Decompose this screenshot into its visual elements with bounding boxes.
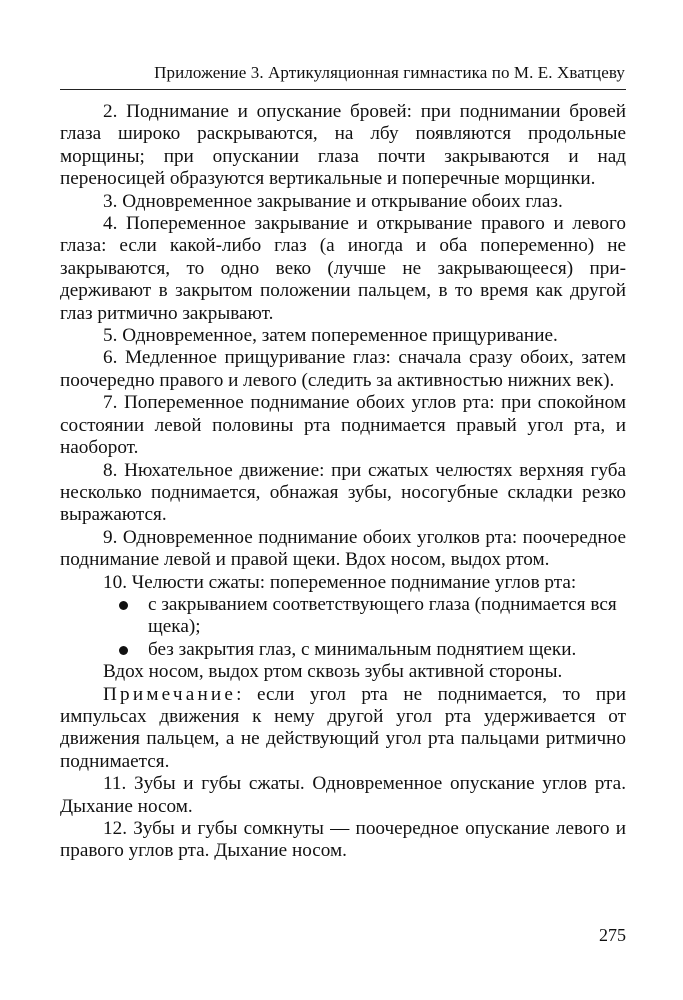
exercise-4: 4. Попеременное закрывание и открывание правого и левого глаза: если какой-либо глаз (а иногда и оба попеременно) не закрываются, то одно веко (лучше не закрывающееся) придерживают в закрытом положении пальцем, в то время как другой глаз ритмично закрывают. <box>60 213 626 324</box>
note-text: : если угол рта не поднимается, то при импульсах движения к нему другой угол рта удерживается от движения пальцем, а не действующий угол рта пальцами ритмично поднимается. <box>60 683 626 772</box>
list-item-text: с закрыванием соответствующего глаза (поднимается вся щека); <box>148 593 617 638</box>
body-text <box>60 101 626 863</box>
exercise-11: 11. Зубы и губы сжаты. Одновременное опускание углов рта. Дыхание носом. <box>60 773 626 817</box>
list-item <box>148 639 626 661</box>
header-rule <box>60 89 626 90</box>
bullet-icon <box>119 601 128 610</box>
exercise-6: 6. Медленное прищуривание глаз: сначала сразу обоих, затем поочередно правого и левого (следить за активностью нижних век). <box>60 347 626 391</box>
list-item <box>148 594 626 639</box>
note-label: Примечание <box>103 683 237 705</box>
list-item-text: без закрытия глаз, с минимальным поднятием щеки. <box>148 638 577 660</box>
bullet-icon <box>119 646 128 655</box>
exercise-10: 10. Челюсти сжаты: попеременное поднимание углов рта: <box>103 571 577 593</box>
exercise-5: 5. Одновременное, затем попеременное прищуривание. <box>103 325 558 347</box>
breathing-instruction: Вдох носом, выдох ртом сквозь зубы активной стороны. <box>103 661 563 683</box>
note-paragraph <box>60 684 626 774</box>
page-number: 275 <box>599 925 626 945</box>
exercise-9: 9. Одновременное поднимание обоих уголков рта: поочередное поднимание левой и правой щеки. Вдох носом, выдох ртом. <box>60 526 626 571</box>
exercise-7: 7. Попеременное поднимание обоих углов рта: при спокойном состоянии левой половины рта поднимается правый угол рта, и наоборот. <box>60 392 626 459</box>
exercise-3: 3. Одновременное закрывание и открывание обоих глаз. <box>103 190 563 212</box>
running-header: Приложение 3. Артикуляционная гимнастика по М. Е. Хватцеву <box>154 63 625 82</box>
exercise-12: 12. Зубы и губы сомкнуты — поочередное опускание левого и правого углов рта. Дыхание носом. <box>60 818 626 862</box>
exercise-2: 2. Поднимание и опускание бровей: при поднимании бровей глаза широко раскрываются, на лбу появляются продольные морщины; при опускании глаза почти закрываются и над переносицей образуются вертикальные и поперечные морщинки. <box>60 101 626 190</box>
exercise-8: 8. Нюхательное движение: при сжатых челюстях верхняя губа несколько поднимается, обнажая зубы, носогубные складки резко выражаются. <box>60 459 626 526</box>
exercise-10-variants <box>60 594 626 661</box>
